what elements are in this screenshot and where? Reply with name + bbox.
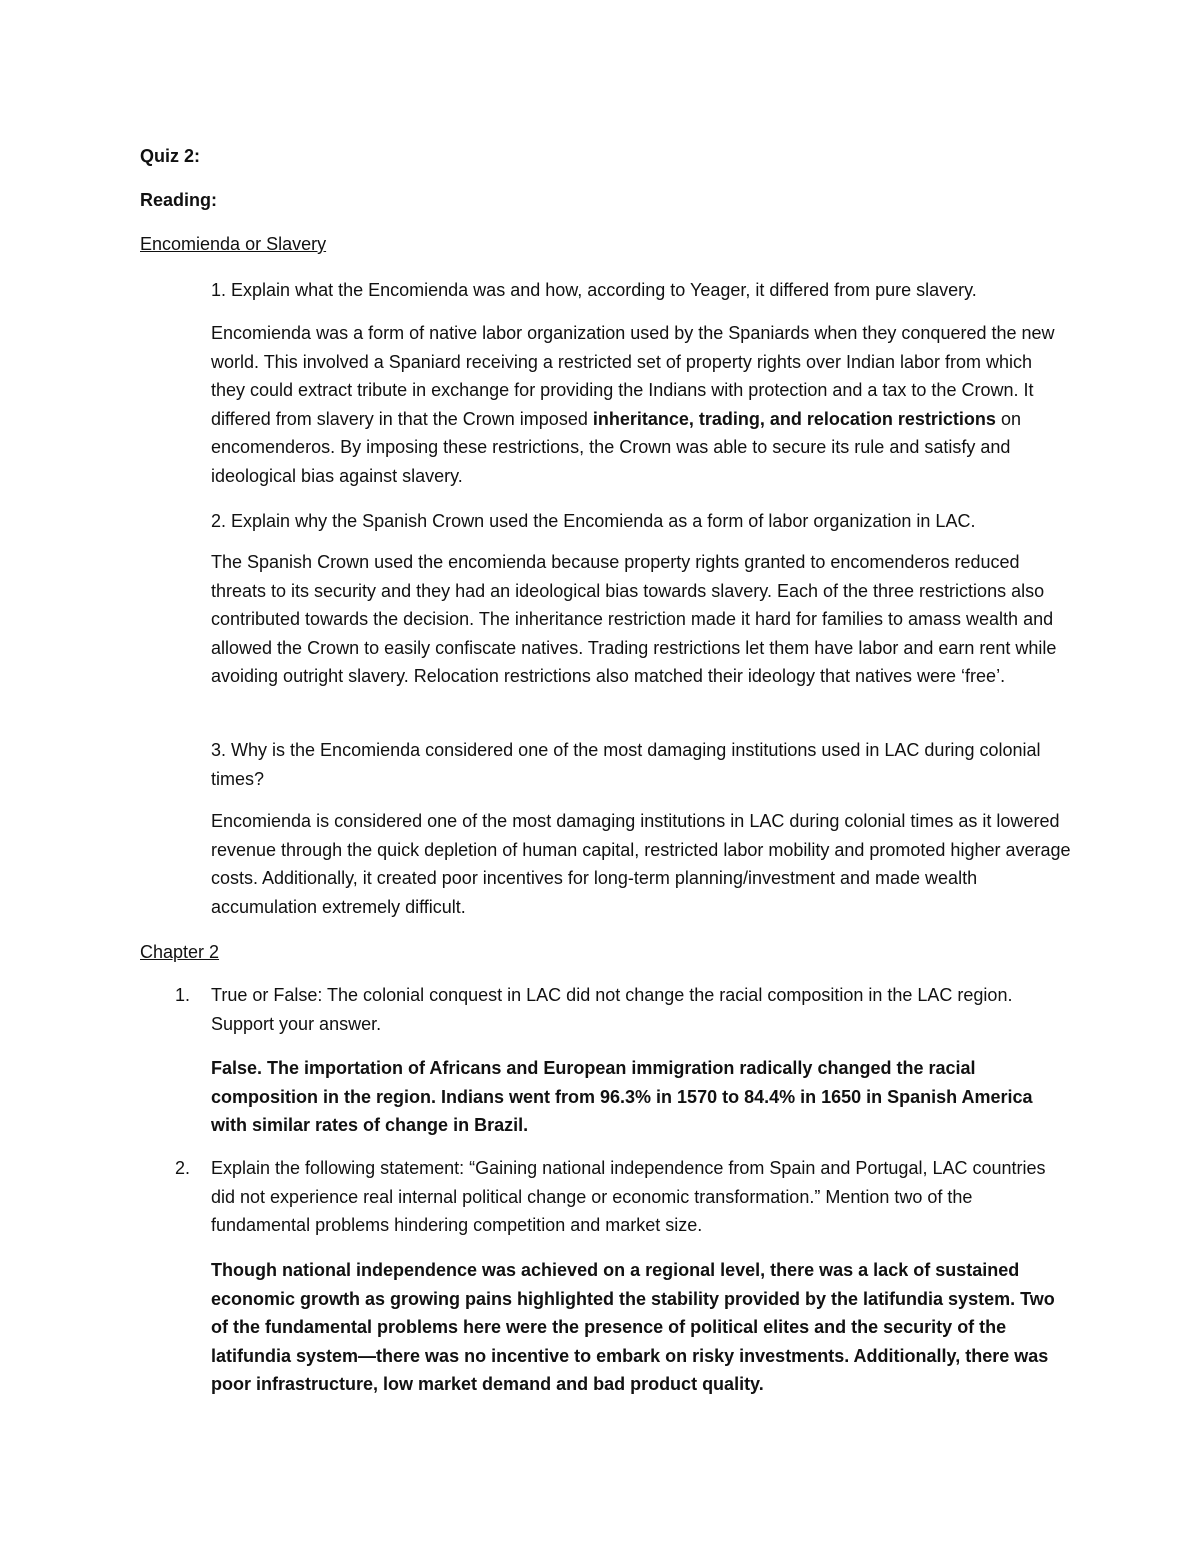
chapter2-question-1-number: 1.	[175, 985, 191, 1005]
question-number: 3.	[211, 740, 227, 760]
question-text: Why is the Encomienda considered one of the most damaging institutions used in LAC during colonial times?	[211, 740, 1041, 789]
question-number: 2.	[211, 511, 227, 531]
chapter2-question-2-number: 2.	[175, 1158, 191, 1178]
section-title-encomienda: Encomienda or Slavery	[140, 234, 327, 254]
question-number: 1.	[211, 280, 227, 300]
question-2	[211, 507, 975, 536]
reading-heading: Reading:	[140, 190, 218, 210]
answer-text: Encomienda was a form of native labor organization used by the Spaniards when they conquered the new world. This involved a Spaniard receiving a restricted set of property rights over Indian labor from which they could extract tribute in exchange for providing the Indians with protection and a tax to the Crown. It differed from slavery in that the Crown imposed	[211, 323, 1055, 429]
chapter2-question-1: True or False: The colonial conquest in LAC did not change the racial composition in the LAC region. Support your answer.	[211, 985, 1013, 1034]
answer-2: The Spanish Crown used the encomienda because property rights granted to encomenderos reduced threats to its security and they had an ideological bias towards slavery. Each of the three restrictions also contributed towards the decision. The inheritance restriction made it hard for families to amass wealth and allowed the Crown to easily confiscate natives. Trading restrictions let them have labor and earn rent while avoiding outright slavery. Relocation restrictions also matched their ideology that natives were ‘free’.	[211, 552, 1057, 686]
quiz-title: Quiz 2:	[140, 146, 201, 166]
answer-1	[211, 319, 1071, 490]
question-text: Explain why the Spanish Crown used the Encomienda as a form of labor organization in LAC.	[231, 511, 976, 531]
question-3	[211, 736, 1071, 793]
answer-3: Encomienda is considered one of the most damaging institutions in LAC during colonial times as it lowered revenue through the quick depletion of human capital, restricted labor mobility and promoted higher average costs. Additionally, it created poor incentives for long-term planning/investment and made wealth accumulation extremely difficult.	[211, 811, 1071, 917]
answer-text: on encomenderos. By imposing these restrictions, the Crown was able to secure its rule and satisfy and ideological bias against slavery.	[211, 408, 1021, 486]
chapter2-answer-1: False. The importation of Africans and European immigration radically changed the racial composition in the region. Indians went from 96.3% in 1570 to 84.4% in 1650 in Spanish America with similar rates of change in Brazil.	[211, 1058, 1033, 1135]
chapter2-question-2: Explain the following statement: “Gaining national independence from Spain and Portugal, LAC countries did not experience real internal political change or economic transformation.” Mention two of the fundamental problems hindering competition and market size.	[211, 1158, 1046, 1235]
answer-bold-text: inheritance, trading, and relocation restrictions	[592, 408, 996, 429]
section-title-chapter-2: Chapter 2	[140, 942, 220, 962]
chapter2-answer-2: Though national independence was achieved on a regional level, there was a lack of sustained economic growth as growing pains highlighted the stability provided by the latifundia system. Two of the fundamental problems here were the presence of political elites and the security of the latifundia system—there was no incentive to embark on risky investments. Additionally, there was poor infrastructure, low market demand and bad product quality.	[211, 1260, 1055, 1394]
question-text: Explain what the Encomienda was and how, according to Yeager, it differed from pure slavery.	[231, 280, 977, 300]
question-1	[211, 276, 977, 305]
